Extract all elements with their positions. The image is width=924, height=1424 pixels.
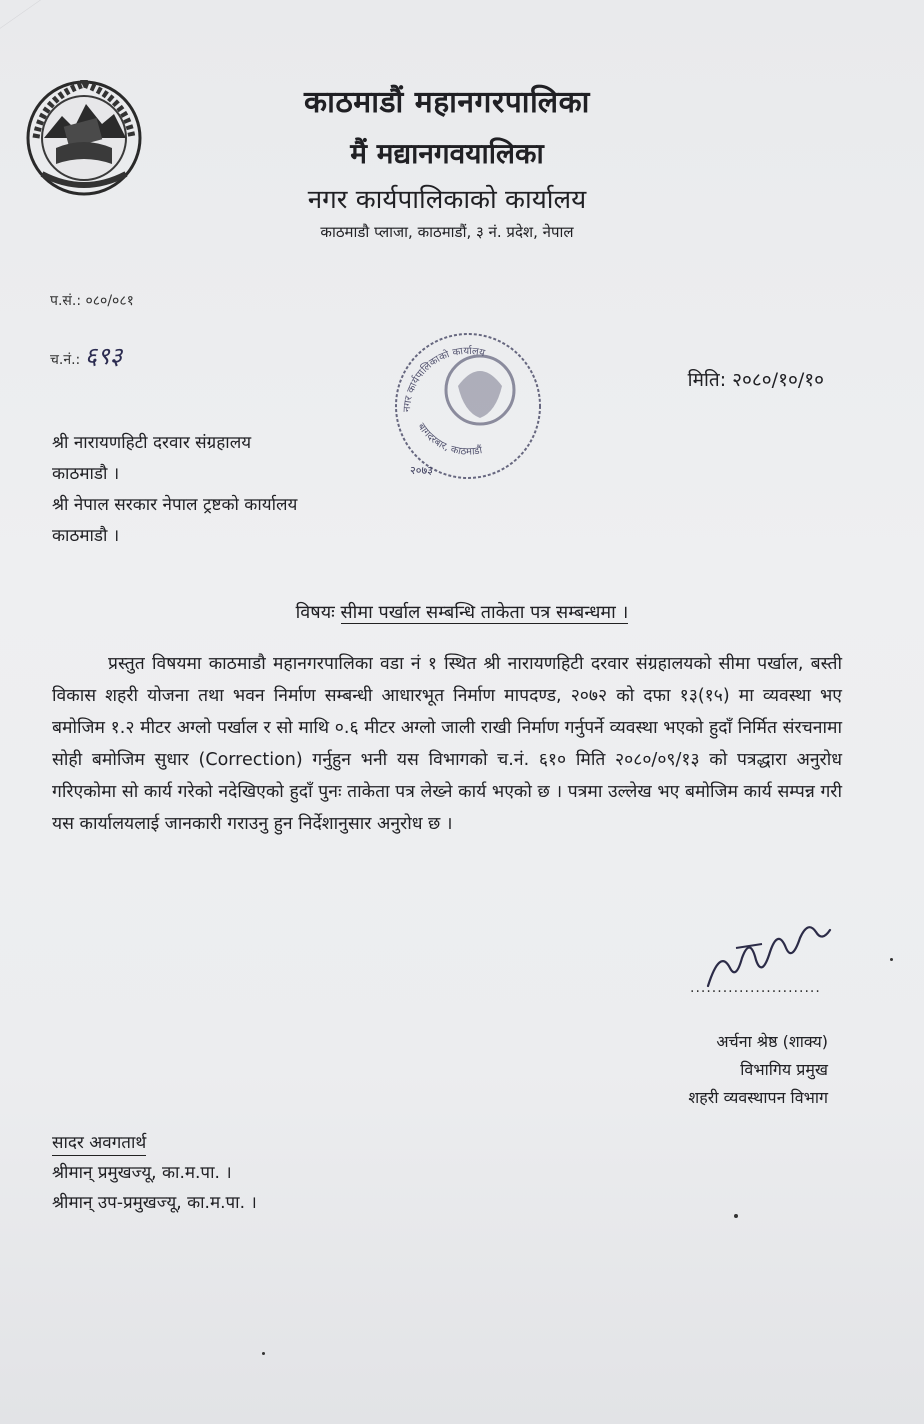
signature-line: ........................	[690, 980, 821, 996]
header-office: नगर कार्यपालिकाको कार्यालय	[307, 185, 587, 215]
paper-fold	[0, 0, 41, 30]
patra-sankhya-label: प.सं.:	[50, 293, 82, 309]
signatory-title: विभागिय प्रमुख	[740, 1060, 828, 1079]
letter-date: मिति: २०८०/१०/१०	[687, 369, 824, 391]
subject-label: विषयः	[295, 602, 335, 623]
header-address: काठमाडौ प्लाजा, काठमाडौं, ३ नं. प्रदेश, नेपाल	[320, 223, 574, 241]
ink-speck	[890, 958, 893, 961]
cc-block	[52, 1128, 257, 1218]
ink-speck	[262, 1352, 265, 1355]
cc-item: श्रीमान् प्रमुखज्यू, का.म.पा. ।	[52, 1163, 232, 1183]
chalani-label: च.नं.:	[50, 352, 81, 368]
cc-heading: सादर अवगतार्थ	[52, 1133, 146, 1156]
signatory-block	[688, 1028, 828, 1112]
stamp-year: २०७३	[410, 464, 433, 477]
recipient-block	[52, 428, 297, 552]
subject-line	[0, 600, 924, 624]
municipal-emblem-icon	[22, 78, 146, 198]
recipient-line: काठमाडौ ।	[52, 526, 120, 546]
signatory-department: शहरी व्यवस्थापन विभाग	[688, 1088, 828, 1107]
chalani-value: ६९३	[84, 342, 123, 370]
recipient-line: काठमाडौ ।	[52, 464, 120, 484]
recipient-line: श्री नारायणहिटी दरवार संग्रहालय	[52, 433, 252, 453]
chalani-number	[50, 339, 122, 372]
body-paragraph: प्रस्तुत विषयमा काठमाडौ महानगरपालिका वडा नं १ स्थित श्री नारायणहिटी दरवार संग्रहालयको सीमा पर्खाल, बस्ती विकास शहरी योजना तथा भवन निर्माण सम्बन्धी आधारभूत निर्माण मापदण्ड, २०७२ को दफा १३(१५) मा व्यवस्था भए बमोजिम १.२ मीटर अग्लो पर्खाल र सो माथि ०.६ मीटर अग्लो जाली राखी निर्माण गर्नुपर्ने व्यवस्था भएको हुदाँ निर्मित संरचनामा सोही बमोजिम सुधार (Correction) गर्नुहुन भनी यस विभागको च.नं. ६१० मिति २०८०/०९/१३ को पत्रद्धारा अनुरोध गरिएकोमा सो कार्य गरेको नदेखिएको हुदाँ पुनः ताकेता पत्र लेख्ने कार्य भएको छ । पत्रमा उल्लेख भए बमोजिम कार्य सम्पन्न गरी यस कार्यालयलाई जानकारी गराउनु हुन निर्देशानुसार अनुरोध छ ।	[52, 654, 842, 834]
signatory-name: अर्चना श्रेष्ठ (शाक्य)	[716, 1032, 828, 1051]
header-title: काठमाडौं महानगरपालिका	[304, 85, 590, 120]
patra-sankhya-value: ०८०/०८१	[85, 293, 134, 309]
stamp-text-bottom: बागदरबार, काठमाडौं	[415, 421, 484, 458]
ink-speck	[734, 1214, 738, 1218]
stamp-text-top: नगर कार्यपालिकाको कार्यालय	[401, 345, 486, 413]
cc-item: श्रीमान् उप-प्रमुखज्यू, का.म.पा. ।	[52, 1193, 257, 1213]
subject-text: सीमा पर्खाल सम्बन्धि ताकेता पत्र सम्बन्धमा ।	[340, 602, 629, 623]
patra-sankhya	[50, 291, 134, 310]
svg-text:बागदरबार, काठमाडौं	[415, 421, 483, 457]
header-subtitle: मैं मद्यानगवयालिका	[350, 137, 544, 170]
recipient-line: श्री नेपाल सरकार नेपाल ट्रष्टको कार्यालय	[52, 495, 298, 515]
letter-body	[52, 648, 842, 840]
office-stamp-icon	[388, 326, 548, 486]
